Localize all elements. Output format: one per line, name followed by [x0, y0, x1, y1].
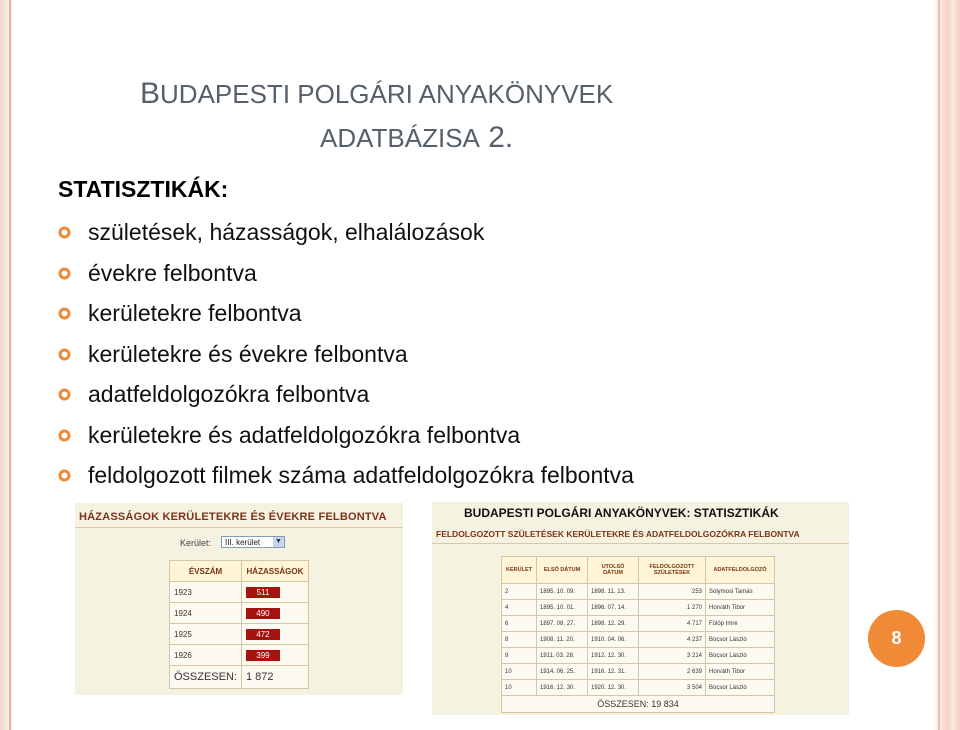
count-cell — [241, 645, 308, 666]
bullet-text: évekre felbontva — [88, 259, 257, 286]
title-line2: ADATBÁZISA — [320, 123, 480, 154]
title-number: 2. — [488, 121, 514, 155]
bullet-list — [58, 215, 634, 499]
bullet-item — [58, 418, 634, 459]
table-row — [170, 645, 309, 666]
births-screenshot — [432, 502, 849, 715]
bullet-text: kerületekre és adatfeldolgozókra felbontva — [88, 421, 521, 448]
total-row — [170, 666, 309, 689]
table-row — [502, 632, 775, 648]
first-date-cell: 1897. 08. 27. — [537, 616, 588, 632]
district-cell: 2 — [502, 584, 537, 600]
bullet-ring-icon — [58, 307, 71, 320]
year-cell: 1925 — [170, 624, 242, 645]
births-table — [501, 556, 775, 713]
marriages-heading: HÁZASSÁGOK KERÜLETEKRE ÉS ÉVEKRE FELBONTVA — [79, 511, 387, 523]
count-cell — [241, 603, 308, 624]
column-header: HÁZASSÁGOK — [241, 561, 308, 582]
column-header: KERÜLET — [502, 557, 537, 584]
total-value: 1 872 — [241, 666, 308, 689]
marriages-table — [169, 560, 309, 689]
births-count-cell: 1 270 — [639, 600, 706, 616]
bullet-ring-icon — [58, 267, 71, 280]
district-cell: 10 — [502, 680, 537, 696]
total-row — [502, 696, 775, 713]
bullet-text: adatfeldolgozókra felbontva — [88, 381, 370, 407]
last-date-cell: 1916. 12. 31. — [588, 664, 639, 680]
table-row — [502, 680, 775, 696]
births-count-cell: 4 717 — [639, 616, 706, 632]
chevron-down-icon[interactable]: ▼ — [273, 537, 284, 547]
year-cell: 1924 — [170, 603, 242, 624]
processor-cell: Solymosi Tamás — [706, 584, 775, 600]
table-row — [170, 603, 309, 624]
bullet-ring-icon — [58, 226, 71, 239]
bullet-item — [58, 337, 634, 378]
births-count-cell: 2 639 — [639, 664, 706, 680]
processor-cell: Horváth Tibor — [706, 600, 775, 616]
title-line1: UDAPESTI POLGÁRI ANYAKÖNYVEK — [160, 79, 614, 110]
count-bar: 399 — [246, 650, 280, 661]
column-header: ÉVSZÁM — [170, 561, 242, 582]
bullet-text: feldolgozott filmek száma adatfeldolgozókra felbontva — [88, 462, 634, 488]
first-date-cell: 1914. 06. 25. — [537, 664, 588, 680]
births-subheading: FELDOLGOZOTT SZÜLETÉSEK KERÜLETEKRE ÉS ADATFELDOLGOZÓKRA FELBONTVA — [436, 529, 800, 539]
processor-cell: Fülöp Imre — [706, 616, 775, 632]
left-border-decoration — [0, 0, 14, 730]
table-row — [170, 624, 309, 645]
district-cell: 10 — [502, 664, 537, 680]
year-cell: 1923 — [170, 582, 242, 603]
births-count-cell: 253 — [639, 584, 706, 600]
column-header: UTOLSÓ DÁTUM — [588, 557, 639, 584]
last-date-cell: 1910. 04. 06. — [588, 632, 639, 648]
table-row — [502, 616, 775, 632]
year-cell: 1926 — [170, 645, 242, 666]
district-label: Kerület: — [180, 538, 212, 548]
table-row — [502, 664, 775, 680]
count-cell — [241, 624, 308, 645]
first-date-cell: 1895. 10. 09. — [537, 584, 588, 600]
district-cell: 4 — [502, 600, 537, 616]
bullet-item — [58, 458, 634, 499]
count-bar: 472 — [246, 629, 280, 640]
divider — [75, 527, 403, 528]
bullet-item — [58, 377, 634, 418]
bullet-text: kerületekre felbontva — [88, 300, 302, 326]
divider — [432, 543, 849, 544]
district-select[interactable] — [221, 536, 285, 548]
last-date-cell: 1898. 11. 13. — [588, 584, 639, 600]
title-initial: B — [140, 77, 161, 111]
district-select-value: III. kerület — [225, 538, 261, 547]
table-header-row — [502, 557, 775, 584]
left-border-line — [9, 0, 11, 730]
births-count-cell: 4 237 — [639, 632, 706, 648]
district-cell: 6 — [502, 616, 537, 632]
first-date-cell: 1895. 10. 01. — [537, 600, 588, 616]
page-number-badge: 8 — [868, 610, 925, 667]
births-count-cell: 3 504 — [639, 680, 706, 696]
bullet-text: kerületekre és évekre felbontva — [88, 340, 408, 367]
table-row — [502, 600, 775, 616]
processor-cell: Bocsor László — [706, 632, 775, 648]
count-bar: 511 — [246, 587, 280, 598]
table-row — [502, 584, 775, 600]
count-cell — [241, 582, 308, 603]
table-header-row — [170, 561, 309, 582]
bullet-item — [58, 296, 634, 337]
last-date-cell: 1896. 07. 14. — [588, 600, 639, 616]
first-date-cell: 1911. 03. 28. — [537, 648, 588, 664]
table-row — [502, 648, 775, 664]
bullet-item — [58, 215, 634, 256]
total-label: ÖSSZESEN: — [170, 666, 242, 689]
last-date-cell: 1912. 12. 30. — [588, 648, 639, 664]
bullet-ring-icon — [58, 348, 71, 361]
column-header: ELSŐ DÁTUM — [537, 557, 588, 584]
processor-cell: Bocsor László — [706, 648, 775, 664]
last-date-cell: 1898. 12. 29. — [588, 616, 639, 632]
bullet-text: születések, házasságok, elhalálozások — [88, 219, 485, 245]
section-heading: STATISZTIKÁK: — [58, 176, 229, 202]
bullet-item — [58, 256, 634, 297]
bullet-ring-icon — [58, 469, 71, 482]
total-value: ÖSSZESEN: 19 834 — [502, 696, 775, 713]
processor-cell: Horváth Tibor — [706, 664, 775, 680]
marriages-screenshot — [75, 503, 403, 695]
births-count-cell: 3 214 — [639, 648, 706, 664]
slide-title — [140, 72, 780, 160]
processor-cell: Bocsor László — [706, 680, 775, 696]
table-row — [170, 582, 309, 603]
bullet-ring-icon — [58, 429, 71, 442]
district-cell: 9 — [502, 648, 537, 664]
column-header: ADATFELDOLGOZÓ — [706, 557, 775, 584]
first-date-cell: 1916. 12. 30. — [537, 680, 588, 696]
last-date-cell: 1920. 12. 30. — [588, 680, 639, 696]
right-border-line — [938, 0, 940, 730]
count-bar: 490 — [246, 608, 280, 619]
right-border-decoration — [932, 0, 960, 730]
first-date-cell: 1908. 11. 20. — [537, 632, 588, 648]
bullet-ring-icon — [58, 388, 71, 401]
district-cell: 8 — [502, 632, 537, 648]
births-site-heading: BUDAPESTI POLGÁRI ANYAKÖNYVEK: STATISZTIKÁK — [464, 506, 779, 520]
column-header: FELDOLGOZOTT SZÜLETÉSEK — [639, 557, 706, 584]
